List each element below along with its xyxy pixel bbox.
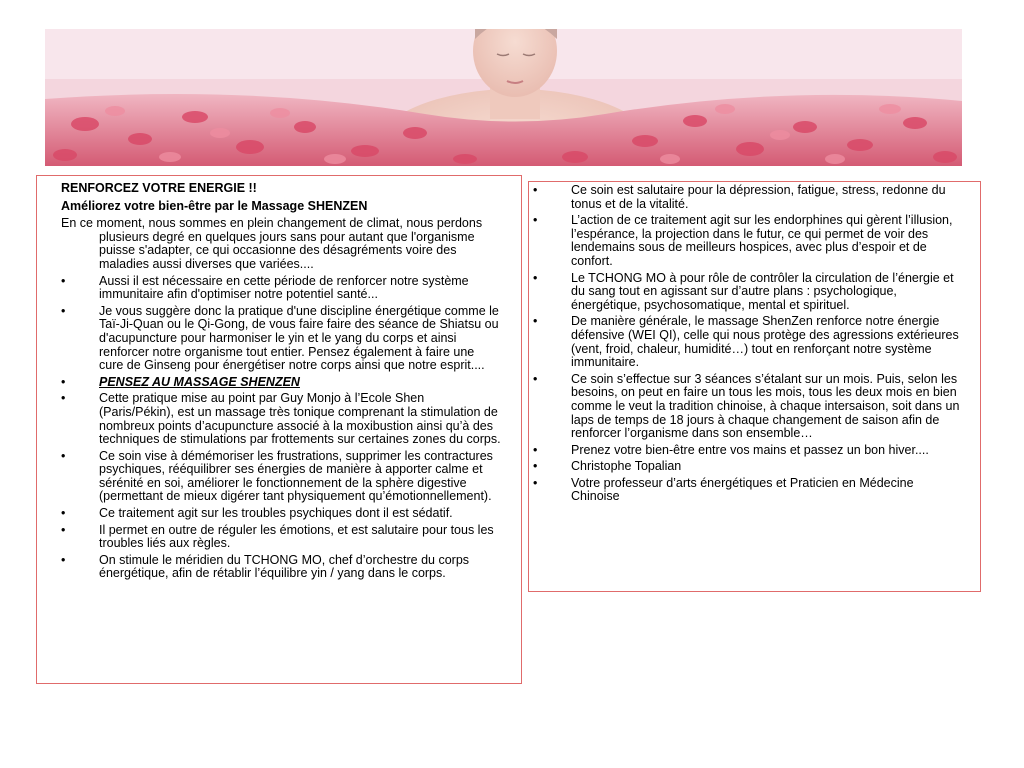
banner-photo [45,29,962,166]
list-item: • Prenez votre bien-être entre vos mains et passez un bon hiver.... [533,442,929,457]
intro-paragraph: En ce moment, nous sommes en plein changement de climat, nous perdons plusieurs degré en quelques jours sans pour autant que l'organisme puisse s'adapter, ce qui occasionne des désagréments voire des maladies aussi diverses que variées.... [61,216,483,271]
author-name: Christophe Topalian [571,459,682,474]
list-item: • Votre professeur d’arts énergétiques et Praticien en Médecine Chinoise [533,475,914,504]
list-item: • Ce soin est salutaire pour la dépression, fatigue, stress, redonne du tonus et de la vitalité. [533,183,946,211]
list-item: • Aussi il est nécessaire en cette période de renforcer notre système immunitaire afin d'optimiser notre potentiel santé... [61,273,469,302]
list-item: • De manière générale, le massage ShenZen renforce notre énergie défensive (WEI QI), celle qui nous protège des agressions extérieures (vent, froid, chaleur, humidité…) tout en renforçant notre système immunitaire. [533,314,959,370]
sub-heading: Améliorez votre bien-être par le Massage SHENZEN [61,198,368,213]
left-text-panel [36,175,522,684]
rose-petal-bath-illustration [45,29,962,166]
list-item: • Cette pratique mise au point par Guy Monjo à l’Ecole Shen (Paris/Pékin), est un massage très tonique comprenant la stimulation de nombreux points d’acupuncture associé à la moxibustion ainsi qu’à des techniques de stimulations par frottements sur certaines zones du corps. [61,391,501,447]
list-item: • L’action de ce traitement agit sur les endorphines qui gèrent l’illusion, l’espérance, la projection dans le futur, ce qui permet de voir des lendemains sous de meilleurs hospices, avec plus d’espoir et de confort. [533,213,953,268]
list-item: • PENSEZ AU MASSAGE SHENZEN [61,374,300,389]
list-item: • Je vous suggère donc la pratique d'une discipline énergétique comme le Taï-Ji-Quan ou le Qi-Gong, de vous faire faire des séance de Shiatsu ou d'acupuncture pour harmoniser le yin et le yang du corps et ainsi renforcer notre organisme tout entier. Pensez également à faire une cure de Ginseng pour énergétiser notre corps ainsi que notre esprit.... [61,303,499,373]
list-item: • Il permet en outre de réguler les émotions, et est salutaire pour tous les troubles liés aux règles. [61,522,494,551]
main-heading: RENFORCEZ VOTRE ENERGIE !! [61,181,257,195]
left-bullet-list [61,275,501,581]
list-item: • Ce soin vise à démémoriser les frustrations, supprimer les contractures psychiques, rééquilibrer ses énergies de manière à apporter calme et sérénité en soi, améliorer le fonctionnement de la sphère digestive (permettant de mieux digérer tant physiquement qu’émotionnellement). [61,448,493,504]
list-item: • Christophe Topalian [533,459,682,474]
author-title: Votre professeur d’arts énergétiques et Praticien en Médecine Chinoise [571,475,914,504]
list-item: • Ce traitement agit sur les troubles psychiques dont il est sédatif. [61,506,453,521]
emphasis-heading: PENSEZ AU MASSAGE SHENZEN [99,374,300,389]
list-item: • Le TCHONG MO à pour rôle de contrôler la circulation de l’énergie et du sang tout en agissant sur d’autre plans : psychologique, énergétique, psychosomatique, mental et spirituel. [533,270,954,312]
list-item: • Ce soin s’effectue sur 3 séances s’étalant sur un mois. Puis, selon les besoins, on peut en faire un tous les mois, tous les deux mois en bien comme le veut la tradition chinoise, à chaque intersaison, soit dans un laps de temps de 18 jours à chaque changement de saison afin de renforcer l’organisme dans son ensemble… [533,371,960,441]
list-item: • On stimule le méridien du TCHONG MO, chef d’orchestre du corps énergétique, afin de rétablir l’équilibre yin / yang dans le corps. [61,552,470,581]
right-bullet-list [533,184,964,504]
right-text-panel [528,181,981,592]
